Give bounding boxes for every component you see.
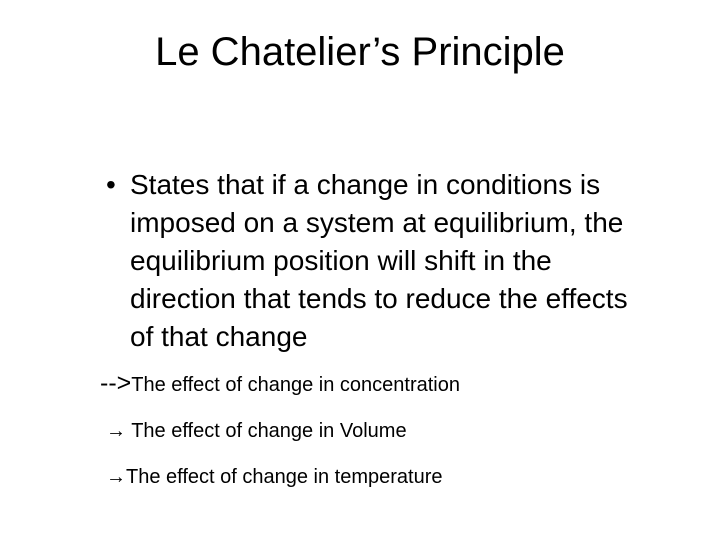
list-item-concentration bbox=[100, 368, 460, 402]
list-item-text: The effect of change in concentration bbox=[131, 374, 460, 396]
slide-title: Le Chatelier’s Principle bbox=[155, 30, 565, 74]
bullet-line: equilibrium position will shift in the bbox=[130, 245, 552, 276]
bullet-line: direction that tends to reduce the effects bbox=[130, 283, 628, 314]
list-item-text: The effect of change in Volume bbox=[126, 420, 407, 442]
list-item-text: The effect of change in temperature bbox=[126, 466, 443, 488]
bullet-marker: • bbox=[106, 169, 116, 200]
bullet-line: of that change bbox=[130, 321, 308, 352]
right-arrow-icon: → bbox=[106, 420, 126, 442]
right-arrow-icon: → bbox=[106, 466, 126, 488]
dash-arrow-marker: --> bbox=[100, 369, 132, 397]
bullet-line: imposed on a system at equilibrium, the bbox=[130, 207, 624, 238]
list-item-volume bbox=[106, 416, 407, 446]
bullet-line: States that if a change in conditions is bbox=[130, 169, 601, 200]
list-item-temperature bbox=[106, 462, 443, 492]
bullet-paragraph bbox=[106, 166, 710, 356]
